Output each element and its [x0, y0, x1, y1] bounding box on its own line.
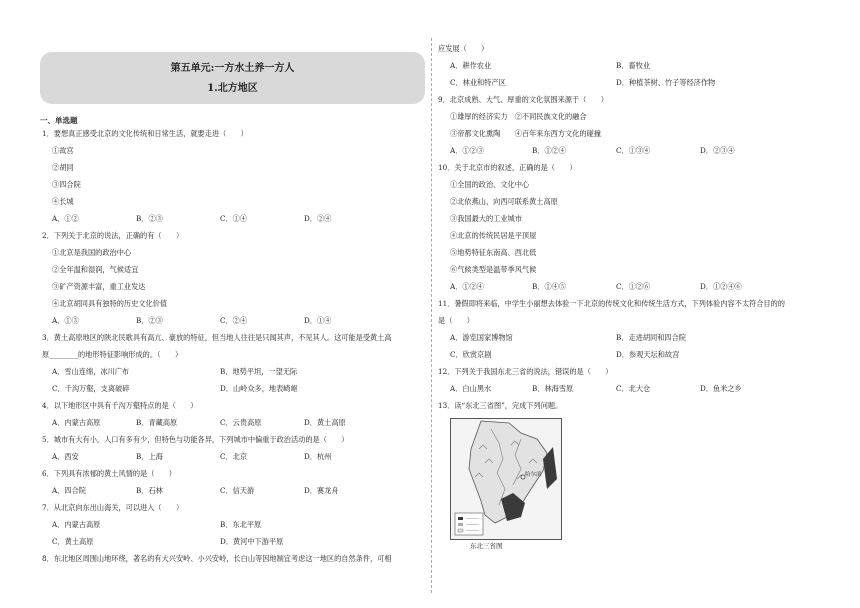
- option: A．游览国家博物馆: [450, 333, 513, 342]
- question-stem: 6．下列具有浓郁的黄土风情的是（ ）: [42, 469, 176, 478]
- option: B．走进胡同和四合院: [616, 333, 686, 342]
- list-item: ③我国最大的工业城市: [450, 214, 522, 223]
- option: C．①④: [220, 214, 248, 223]
- list-item: ①故宫: [52, 146, 74, 155]
- option: D．赛龙舟: [304, 486, 339, 495]
- list-item: ②胡同: [52, 163, 74, 172]
- option: A．①②③: [450, 146, 484, 155]
- question-stem: 7．从北京向东出山海关，可以进入（ ）: [42, 503, 184, 512]
- option: D．②④: [304, 214, 332, 223]
- list-item: ③四合院: [52, 180, 81, 189]
- section-heading: 一、单选题: [40, 116, 78, 125]
- option: A．内蒙古高原: [52, 418, 101, 427]
- option: A．内蒙古高原: [52, 520, 101, 529]
- list-item: ①北京是我国的政治中心: [52, 248, 132, 257]
- option: B．地势平坦，一望无际: [220, 367, 298, 376]
- map-illustration: [451, 419, 561, 539]
- option: B．东北平原: [220, 520, 262, 529]
- question-stem: 10．关于北京市的叙述，正确的是（ ）: [438, 163, 577, 172]
- right-column: [438, 0, 820, 608]
- option: B．青藏高原: [136, 418, 178, 427]
- option: B．石林: [136, 486, 163, 495]
- option: A．四合院: [52, 486, 86, 495]
- question-stem: 8．东北地区周围山地环绕，著名的有大兴安岭、小兴安岭，长白山等因地制宜考虑这一地区的自然条件，可相: [42, 554, 392, 563]
- option: A．①②④: [450, 282, 484, 291]
- list-item: ④长城: [52, 197, 74, 206]
- question-stem: 4．以下地形区中具有千沟万壑特点的是（ ）: [42, 401, 198, 410]
- title-banner: [40, 52, 425, 104]
- option: C．黄土高原: [52, 537, 94, 546]
- option: C．北京: [220, 452, 248, 461]
- northeast-map: [450, 418, 562, 540]
- option: D．杭州: [304, 452, 332, 461]
- question-stem: 3．黄土高原地区的陕北民歌具有高亢、豪放的特征，但当地人往往是只闻其声，不见其人。这可能是受黄土高: [42, 333, 392, 342]
- option: D．②③④: [700, 146, 735, 155]
- option: A．耕作农业: [450, 61, 492, 70]
- option: C．千沟万壑，支离破碎: [52, 384, 130, 393]
- option: B．①②④: [532, 146, 567, 155]
- option: C．①②⑥: [616, 282, 651, 291]
- question-stem: 12．下列关于我国东北三省的说法，错误的是（ ）: [438, 367, 613, 376]
- list-item: ②全年温和湿润，气候适宜: [52, 265, 139, 274]
- option: D．种植茶树、竹子等经济作物: [616, 78, 716, 87]
- option: B．②③: [136, 316, 163, 325]
- option: D．黄土高原: [304, 418, 346, 427]
- option: C．①③④: [616, 146, 651, 155]
- option: D．黄河中下游平原: [220, 537, 284, 546]
- question-stem: 原________的地形特征影响形成的。（ ）: [42, 350, 183, 359]
- option: C．②④: [220, 316, 248, 325]
- question-stem: 1．要想真正感受北京的文化传统和日常生活，就要走进（ ）: [42, 129, 248, 138]
- list-item: ③矿产资源丰富，重工业发达: [52, 282, 146, 291]
- unit-title: 第五单元:一方水土养一方人: [170, 63, 295, 74]
- option: D．参观天坛和故宫: [616, 350, 680, 359]
- list-item: ①全国的政治、文化中心: [450, 180, 530, 189]
- map-caption: 东北三省图: [470, 542, 503, 550]
- list-item: ④北京的传统民居是平顶屋: [450, 231, 537, 240]
- option: D．①②④⑥: [700, 282, 742, 291]
- column-divider: [431, 38, 432, 593]
- question-stem: 11．暑假即将来临，中学生小丽想去体验一下北京的传统文化和传统生活方式，下列体验内容不太符合目的的: [438, 299, 785, 308]
- option: B．林海雪原: [532, 384, 574, 393]
- question-stem: 9．北京成熟、大气、厚重的文化氛围来源于（ ）: [438, 95, 608, 104]
- option: C．林业和特产区: [450, 78, 506, 87]
- option: A．①③: [52, 316, 79, 325]
- option: B．畜牧业: [616, 61, 651, 70]
- option: A．①②: [52, 214, 79, 223]
- option: C．信天游: [220, 486, 255, 495]
- question-stem: 13．读“东北三省图”，完成下列问题。: [438, 401, 563, 410]
- list-item: ①雄厚的经济实力 ②不同民族文化的融合: [450, 112, 587, 121]
- option: A．白山黑水: [450, 384, 492, 393]
- list-item: ④北京胡同具有独特的历史文化价值: [52, 299, 168, 308]
- list-item: ⑥气候类型是温带季风气候: [450, 265, 537, 274]
- left-column: [40, 0, 428, 608]
- list-item: ②北依燕山，向西可联系黄土高原: [450, 197, 558, 206]
- option: C．欣赏京剧: [450, 350, 492, 359]
- list-item: ⑤地势特征东南高、西北低: [450, 248, 537, 257]
- option: D．山岭众多，地表崎岖: [220, 384, 298, 393]
- question-stem: 是（ ）: [438, 316, 474, 325]
- question-stem: 5．城市有大有小，人口有多有少，但特色与功能各异，下列城市中偏重于政治活动的是（ ）: [42, 435, 349, 444]
- lesson-title: 1.北方地区: [207, 83, 258, 94]
- option: A．雪山连绵，冰川广布: [52, 367, 130, 376]
- list-item: ③帝都文化熏陶 ④百年来东西方文化的碰撞: [450, 129, 601, 138]
- option: D．①④: [304, 316, 332, 325]
- option: C．北大仓: [616, 384, 651, 393]
- option: B．②③: [136, 214, 163, 223]
- question-stem: 2．下列关于北京的说法，正确的有（ ）: [42, 231, 184, 240]
- option: B．上海: [136, 452, 163, 461]
- question-stem: 应发展（ ）: [438, 44, 489, 53]
- map-city-label: 哈尔滨: [525, 472, 542, 478]
- option: B．①④⑤: [532, 282, 567, 291]
- option: D．鱼米之乡: [700, 384, 742, 393]
- option: A．西安: [52, 452, 79, 461]
- option: C．云贵高原: [220, 418, 262, 427]
